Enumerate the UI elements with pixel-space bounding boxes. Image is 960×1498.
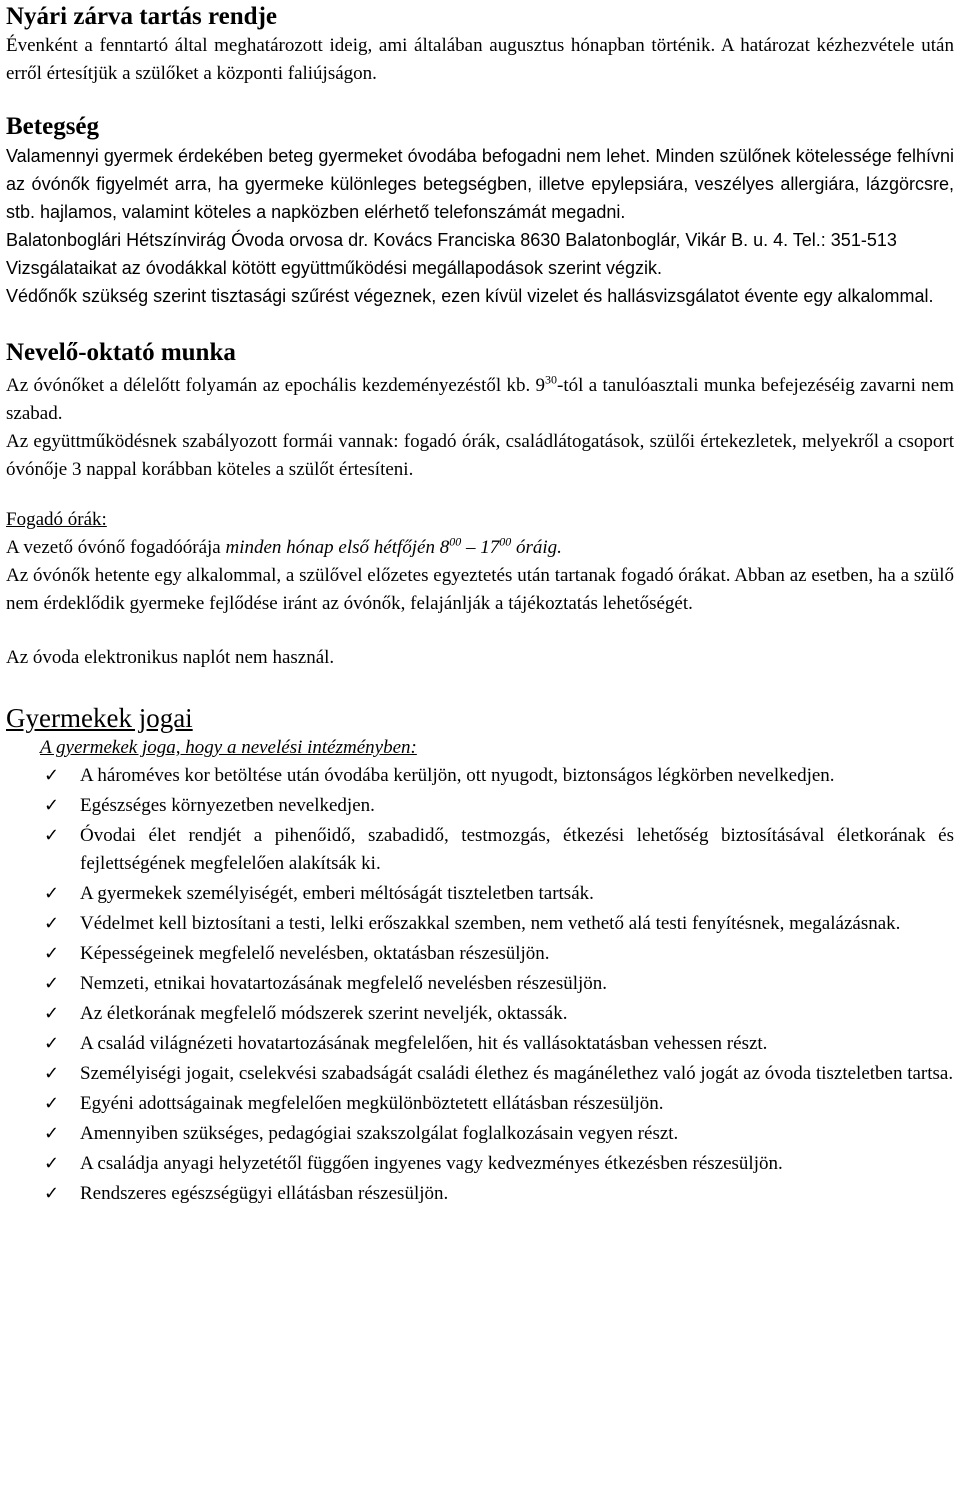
doctor-info: Balatonboglári Hétszínvirág Óvoda orvosa dr. Kovács Franciska 8630 Balatonboglár, Vikár B. u. 4. Tel.: 351-513: [6, 230, 897, 250]
summer-closure-title: Nyári zárva tartás rendje: [6, 3, 277, 30]
rights-item-text: Védelmet kell biztosítani a testi, lelki erőszakkal szemben, nem vethető alá testi fenyítésnek, megalázásnak.: [80, 913, 901, 934]
rights-item-text: A család világnézeti hovatartozásának megfelelően, hit és vallásoktatásban vehessen részt.: [80, 1033, 768, 1054]
office-hours-paragraph-2: Az óvónők hetente egy alkalommal, a szülővel előzetes egyeztetés után tartanak fogadó órákat. Abban az esetben, ha a szülő nem érdeklődik gyermeke fejlődése iránt az óvónők, felajánlják a tájékoztatás lehetőségét.: [6, 565, 954, 614]
illness-paragraph-4: Védőnők szükség szerint tisztasági szűrést végeznek, ezen kívül vizelet és hallásvizsgálatot évente egy alkalommal.: [6, 286, 934, 306]
rights-item-text: Egyéni adottságainak megfelelően megkülönböztetett ellátásban részesüljön.: [80, 1093, 664, 1114]
rights-list: [6, 762, 954, 1208]
rights-item-text: Képességeinek megfelelő nevelésben, oktatásban részesüljön.: [80, 943, 550, 964]
check-icon: ✓: [44, 913, 60, 934]
check-icon: ✓: [44, 795, 60, 816]
office-hours-sup-2: 00: [499, 534, 512, 549]
check-icon: ✓: [44, 1183, 60, 1204]
office-hours-italic-b: – 17: [461, 537, 500, 558]
rights-item-text: Óvodai élet rendjét a pihenőidő, szabadidő, testmozgás, étkezési lehetőség biztosításával életkorának és fejlettségének megfelelően alakítsák ki.: [80, 825, 954, 874]
illness-paragraph-1: [6, 142, 954, 226]
check-icon: ✓: [44, 765, 60, 786]
rights-item-text: Amennyiben szükséges, pedagógiai szakszolgálat foglalkozásain vegyen részt.: [80, 1123, 679, 1144]
check-icon: ✓: [44, 1033, 60, 1054]
rights-list-item: [6, 880, 954, 908]
office-hours-title: Fogadó órák:: [6, 509, 107, 530]
education-text-a: Az óvónőket a délelőtt folyamán az epochális kezdeményezéstől kb. 9: [6, 375, 546, 396]
rights-intro: [6, 734, 954, 762]
check-icon: ✓: [44, 1093, 60, 1114]
education-title: Nevelő-oktató munka: [6, 339, 236, 366]
rights-list-item: [6, 1060, 954, 1088]
rights-list-item: [6, 1150, 954, 1178]
education-paragraph-2: Az együttműködésnek szabályozott formái vannak: fogadó órák, családlátogatások, szülői értekezletek, melyekről a csoport óvónője 3 nappal korábban köteles a szülőt értesíteni.: [6, 431, 954, 480]
rights-item-text: A hároméves kor betöltése után óvodába kerüljön, ott nyugodt, biztonságos légkörben nevelkedjen.: [80, 765, 835, 786]
illness-text-1: Valamennyi gyermek érdekében beteg gyermeket óvodába befogadni nem lehet. Minden szülőnek kötelessége felhívni az óvónők figyelmét arra, ha gyermeke különleges betegségben, illetve epylepsiára, veszélyes allergiára, lázgörcsre, stb. hajlamos, valamint köteles a napközben elérhető telefonszámát megadni.: [6, 146, 954, 222]
rights-item-text: Nemzeti, etnikai hovatartozásának megfelelő nevelésben részesüljön.: [80, 973, 608, 994]
rights-item-text: Az életkorának megfelelő módszerek szerint neveljék, oktassák.: [80, 1003, 568, 1024]
check-icon: ✓: [44, 883, 60, 904]
check-icon: ✓: [44, 1153, 60, 1174]
check-icon: ✓: [44, 825, 60, 846]
check-icon: ✓: [44, 1063, 60, 1084]
illness-title: Betegség: [6, 113, 100, 140]
education-time-sup: 30: [545, 372, 558, 387]
rights-list-item: [6, 792, 954, 820]
office-hours-paragraph-3: Az óvoda elektronikus naplót nem használ.: [6, 647, 335, 668]
rights-item-text: A gyermekek személyiségét, emberi méltóságát tiszteletben tartsák.: [80, 883, 594, 904]
rights-title: Gyermekek jogai: [6, 703, 193, 733]
rights-list-item: [6, 910, 954, 938]
rights-item-text: A családja anyagi helyzetétől függően ingyenes vagy kedvezményes étkezésben részesüljön.: [80, 1153, 783, 1174]
rights-list-item: [6, 970, 954, 998]
education-paragraph-1: [6, 372, 954, 428]
rights-list-item: [6, 1000, 954, 1028]
check-icon: ✓: [44, 973, 60, 994]
office-hours-italic-c: óráig.: [511, 537, 562, 558]
rights-item-text: Rendszeres egészségügyi ellátásban részesüljön.: [80, 1183, 449, 1204]
rights-list-item: [6, 762, 954, 790]
summer-closure-text: Évenként a fenntartó által meghatározott ideig, ami általában augusztus hónapban történik. A határozat kézhezvétele után erről értesítjük a szülőket a központi faliújságon.: [6, 35, 954, 84]
rights-list-item: [6, 1030, 954, 1058]
illness-paragraph-3: Vizsgálataikat az óvodákkal kötött együttműködési megállapodások szerint végzik.: [6, 258, 663, 278]
rights-list-item: [6, 940, 954, 968]
rights-item-text: Egészséges környezetben nevelkedjen.: [80, 795, 375, 816]
office-hours-text-a: A vezető óvónő fogadóórája: [6, 537, 226, 558]
check-icon: ✓: [44, 943, 60, 964]
illness-paragraph-2: [6, 226, 954, 254]
education-text-b: -tól a tanulóasztali munka befejezéséig zavarni nem szabad.: [6, 375, 954, 424]
office-hours-italic-a: minden hónap első hétfőjén 8: [225, 537, 450, 558]
rights-list-item: [6, 822, 954, 878]
check-icon: ✓: [44, 1003, 60, 1024]
check-icon: ✓: [44, 1123, 60, 1144]
office-hours-sup-1: 00: [449, 534, 462, 549]
office-hours-paragraph-1: [6, 534, 954, 562]
rights-list-item: [6, 1120, 954, 1148]
document-page: [0, 2, 960, 1208]
rights-list-item: [6, 1090, 954, 1118]
rights-list-item: [6, 1180, 954, 1208]
rights-intro-text: A gyermekek joga, hogy a nevelési intézményben:: [40, 737, 417, 758]
rights-item-text: Személyiségi jogait, cselekvési szabadságát családi élethez és magánélethez való jogát az óvoda tiszteletben tartsa.: [80, 1063, 954, 1084]
